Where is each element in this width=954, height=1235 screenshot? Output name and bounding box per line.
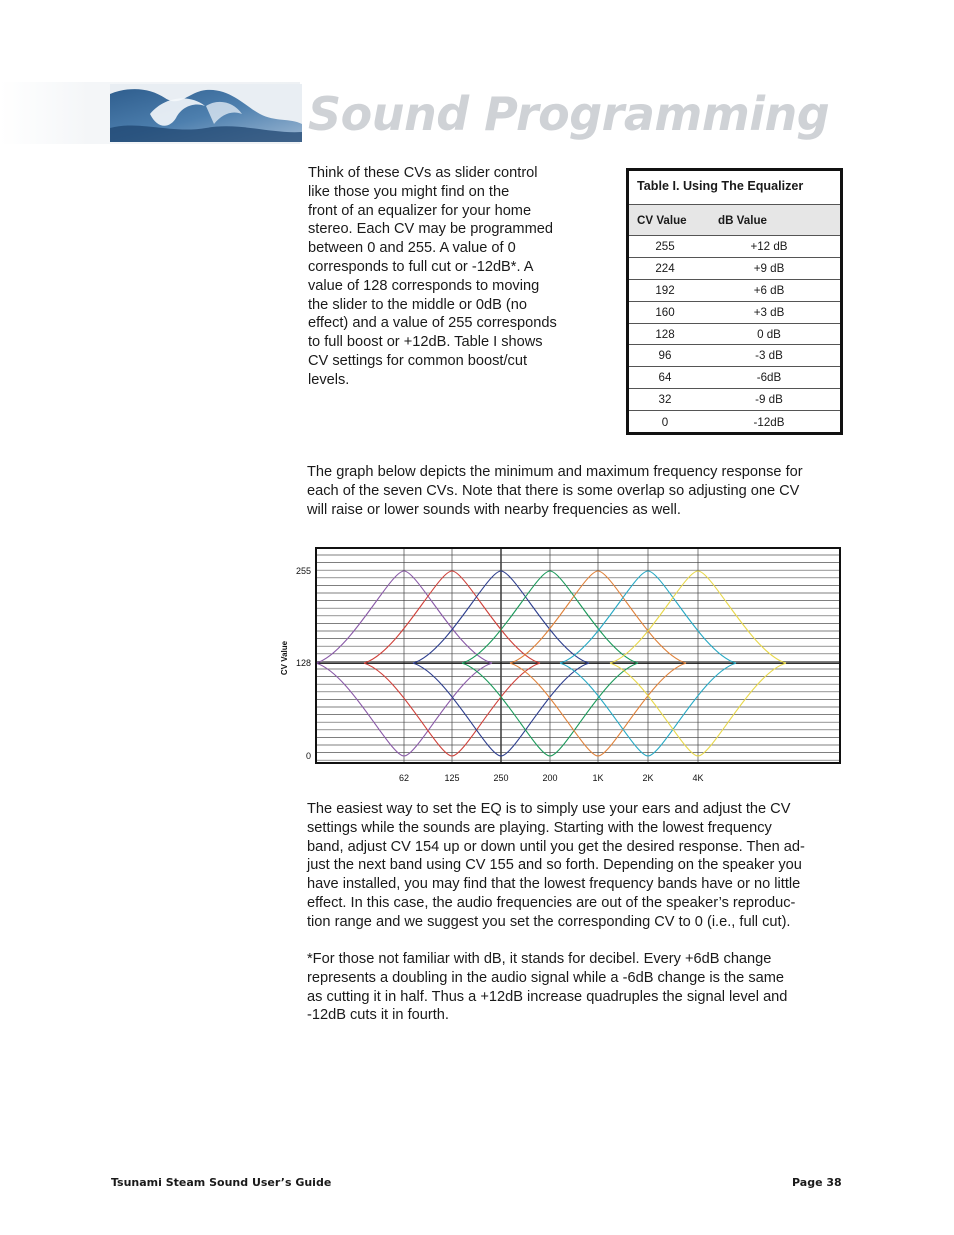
table-row bbox=[629, 389, 840, 411]
footnote-line: represents a doubling in the audio signal while a -6dB change is the same bbox=[307, 969, 785, 986]
table-row bbox=[629, 236, 840, 258]
cv-cell: 32 bbox=[658, 393, 672, 407]
x-tick-label: 250 bbox=[493, 773, 509, 783]
x-tick-label: 200 bbox=[542, 773, 558, 783]
footer-page-number: Page 38 bbox=[792, 1176, 842, 1189]
intro-line: Think of these CVs as slider control bbox=[308, 165, 538, 181]
db-cell: -12dB bbox=[753, 415, 785, 429]
x-tick-label: 125 bbox=[444, 773, 460, 783]
frequency-response-chart bbox=[270, 540, 850, 790]
db-cell: +3 dB bbox=[753, 305, 785, 319]
intro-line: like those you might find on the bbox=[308, 183, 510, 200]
intro-line: between 0 and 255. A value of 0 bbox=[308, 240, 516, 257]
body-line: band, adjust CV 154 up or down until you get the desired response. Then ad- bbox=[307, 838, 805, 855]
db-cell: -6dB bbox=[756, 371, 782, 385]
graph-intro-line: each of the seven CVs. Note that there is some overlap so adjusting one CV bbox=[307, 482, 800, 499]
column-header-cv-value: CV Value bbox=[637, 213, 687, 227]
intro-paragraph bbox=[308, 164, 583, 390]
table-row bbox=[629, 302, 840, 324]
table-caption: Table I. Using The Equalizer bbox=[629, 171, 840, 205]
wave-logo-image bbox=[110, 84, 302, 142]
intro-line: corresponds to full cut or -12dB*. A bbox=[308, 258, 534, 275]
table-row bbox=[629, 280, 840, 302]
db-cell: +6 dB bbox=[753, 283, 785, 297]
intro-line: stereo. Each CV may be programmed bbox=[308, 221, 553, 238]
footnote-line: -12dB cuts it in fourth. bbox=[307, 1007, 449, 1024]
intro-line: the slider to the middle or 0dB (no bbox=[308, 296, 528, 313]
table-row bbox=[629, 411, 840, 433]
db-cell: -9 dB bbox=[755, 393, 783, 407]
body-line: The easiest way to set the EQ is to simply use your ears and adjust the CV bbox=[307, 801, 791, 817]
footnote-line: *For those not familiar with dB, it stands for decibel. Every +6dB change bbox=[307, 951, 772, 967]
intro-line: to full boost or +12dB. Table I shows bbox=[308, 334, 543, 351]
footnote-paragraph bbox=[307, 950, 845, 1025]
body-line: settings while the sounds are playing. Starting with the lowest frequency bbox=[307, 819, 772, 836]
table-row bbox=[629, 345, 840, 367]
table-row bbox=[629, 258, 840, 280]
body-line: effect. In this case, the audio frequencies are out of the speaker’s reproduc- bbox=[307, 894, 796, 911]
graph-intro-line: will raise or lower sounds with nearby frequencies as well. bbox=[307, 501, 681, 518]
column-header-db-value: dB Value bbox=[718, 213, 767, 227]
chart-grid bbox=[316, 548, 840, 763]
footer-guide-title: Tsunami Steam Sound User’s Guide bbox=[111, 1176, 332, 1189]
cv-cell: 64 bbox=[658, 371, 672, 385]
intro-line: value of 128 corresponds to moving bbox=[308, 277, 540, 294]
table-row bbox=[629, 324, 840, 346]
body-line: have installed, you may find that the lowest frequency bands have or no little bbox=[307, 876, 801, 893]
x-tick-label: 62 bbox=[398, 773, 410, 783]
y-tick-label: 128 bbox=[295, 658, 311, 669]
intro-line: CV settings for common boost/cut bbox=[308, 352, 527, 369]
x-tick-label: 1K bbox=[592, 773, 604, 783]
body-line: just the next band using CV 155 and so forth. Depending on the speaker you bbox=[307, 857, 802, 874]
intro-line: front of an equalizer for your home bbox=[308, 202, 532, 219]
cv-cell: 128 bbox=[655, 327, 675, 341]
footnote-line: as cutting it in half. Thus a +12dB increase quadruples the signal level and bbox=[307, 988, 788, 1005]
table-header-row bbox=[629, 205, 840, 236]
x-tick-label: 2K bbox=[642, 773, 654, 783]
db-cell: 0 dB bbox=[757, 327, 781, 341]
db-cell: +12 dB bbox=[750, 239, 788, 253]
cv-cell: 160 bbox=[655, 305, 675, 319]
body-paragraph bbox=[307, 800, 845, 932]
graph-intro-line: The graph below depicts the minimum and maximum frequency response for bbox=[307, 464, 803, 480]
y-tick-label: 0 bbox=[305, 751, 311, 761]
y-axis-title: CV Value bbox=[280, 640, 289, 676]
table-row bbox=[629, 367, 840, 389]
cv-cell: 255 bbox=[655, 239, 675, 253]
x-tick-label: 4K bbox=[692, 773, 704, 783]
chart-plot-frame bbox=[316, 548, 840, 763]
equalizer-table bbox=[626, 168, 843, 435]
cv-cell: 192 bbox=[655, 283, 675, 297]
graph-intro-paragraph bbox=[307, 463, 845, 519]
db-cell: +9 dB bbox=[753, 261, 785, 275]
cv-cell: 96 bbox=[658, 349, 672, 363]
body-line: tion range and we suggest you set the corresponding CV to 0 (i.e., full cut). bbox=[307, 913, 791, 930]
cv-cell: 0 bbox=[661, 415, 669, 429]
y-tick-label: 255 bbox=[295, 566, 311, 576]
cv-cell: 224 bbox=[655, 261, 675, 275]
intro-line: levels. bbox=[308, 371, 350, 388]
intro-line: effect) and a value of 255 corresponds bbox=[308, 315, 557, 332]
page-title: Sound Programming bbox=[308, 87, 830, 141]
db-cell: -3 dB bbox=[755, 349, 783, 363]
